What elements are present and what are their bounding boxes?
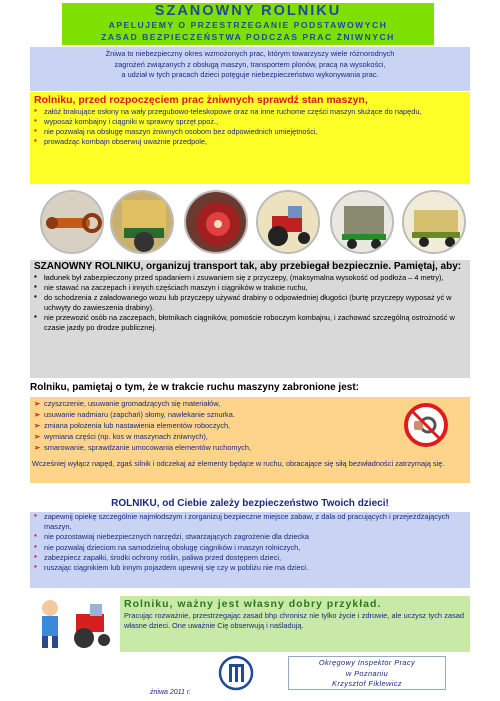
children-safety-panel [30,512,470,588]
hand-gear-icon [408,407,444,443]
transport-list [30,273,470,333]
transport-heading: SZANOWNY ROLNIKU, organizuj transport tak, aby przebiegał bezpiecznie. Pamiętaj, aby: [34,261,462,272]
hay-trailer-photo [402,190,466,254]
loaded-trailer-photo [330,190,394,254]
star-bullet: * [34,273,37,282]
list-item: ➢ usuwanie nadmiaru (zapchań) słomy, nawlekanie sznurka. [34,410,235,419]
tractor-photo [256,190,320,254]
machines-check-panel [30,92,470,184]
list-item: ➢ wymiana części (np. kos w maszynach żniwnych), [34,432,208,441]
arrow-bullet-icon: ➢ [34,421,41,430]
list-item: * nie pozwalaj dzieciom na samodzielną obsługę ciągników i maszyn rolniczych, [34,542,301,552]
good-example-heading: Rolniku, ważny jest własny dobry przykład. [124,598,382,610]
hay-trailer-icon [404,192,466,254]
pip-logo-icon [218,655,254,691]
star-bullet: * [34,116,37,126]
children-safety-heading: ROLNIKU, od Ciebie zależy bezpieczeństwo Twoich dzieci! [111,498,389,509]
machines-check-heading: Rolniku, przed rozpoczęciem prac żniwnych sprawdź stan maszyn, [34,94,368,106]
signoff-line: Krzysztof Fiklewicz [331,679,403,688]
star-bullet: * [34,512,37,521]
date-label: żniwa 2011 r. [150,689,191,696]
rotating-part-icon [186,192,248,254]
title-subline-2: ZASAD BEZPIECZEŃSTWA PODCZAS PRAC ŻNIWNYCH [101,32,395,42]
child-tractor-icon [32,594,114,656]
illustration-row [40,190,470,254]
list-item: ➢ smarowanie, sprawdzanie umocowania elementów ruchomych, [34,443,252,452]
arrow-bullet-icon: ➢ [34,399,41,408]
star-bullet: * [34,542,37,552]
list-item: * nie przewozić osób na zaczepach, błotnikach ciągników, pomoście roboczym kombajnu, i zachować szczególną ostrożność w czasie jazdy po drodze publicznej. [34,313,455,332]
tractor-icon [258,192,320,254]
list-item: * ładunek był zabezpieczony przed spadaniem i zsuwaniem się z przyczepy, (maksymalna wysokość od podłoża – 4 metry), [34,273,444,282]
forbidden-list [30,398,360,453]
star-bullet: * [34,136,37,146]
rotating-part-photo [184,190,248,254]
loaded-trailer-icon [332,192,394,254]
signoff-line: Okręgowy Inspektor Pracy [318,658,416,667]
intro-line: zagrożeń związanych z obsługą maszyn, transportem plonów, pracą na wysokości, [114,59,386,69]
star-bullet: * [34,126,37,136]
arrow-bullet-icon: ➢ [34,432,41,441]
star-bullet: * [34,106,37,116]
children-safety-list [30,512,470,573]
title-subline-1: APELUJEMY O PRZESTRZEGANIE PODSTAWOWYCH [108,20,388,30]
list-item: * wyposaż kombajny i ciągniki w sprawny sprzęt ppoż., [34,116,219,126]
arrow-bullet-icon: ➢ [34,443,41,452]
star-bullet: * [34,283,37,292]
pip-logo [218,655,254,691]
star-bullet: * [34,552,37,562]
transport-panel [30,260,470,378]
list-item: * zapewnij opiekę szczególnie najmłodszym i zorganizuj bezpieczne miejsce zabaw, z dala od pracujących i przejeżdżających maszyn, [34,512,450,532]
list-item: * nie stawać na zaczepach i innych częściach maszyn i ciągników w trakcie ruchu, [34,283,308,292]
list-item: * zabezpiecz zapałki, środki ochrony roślin, paliwa przed dostępem dzieci, [34,552,282,562]
harvester-wheel-photo [110,190,174,254]
signoff-line: w Poznaniu [345,668,389,678]
star-bullet: * [34,313,37,322]
inspector-signoff [288,656,446,690]
good-example-text: Pracując rozważnie, przestrzegając zasad bhp chronisz nie tylko życie i zdrowie, ale uczysz tych zasad własne dzieci. One uważnie Cię obserwują i naśladują. [124,611,464,631]
intro-line: Żniwa to niebezpieczny okres wzmożonych prac, którym towarzyszy wiele różnorodnych [105,49,395,58]
good-example-panel [120,596,470,652]
machines-check-list [30,107,470,147]
page-title: SZANOWNY ROLNIKU [154,3,342,19]
list-item: ➢ czyszczenie, usuwanie gromadzących się materiałów, [34,399,221,408]
arrow-bullet-icon: ➢ [34,410,41,419]
star-bullet: * [34,563,37,573]
list-item: * do schodzenia z załadowanego wozu lub przyczepy używać drabiny o odpowiedniej długości (burtę przyczepy wyposaż yć w uchwyty do zawieszenia drabiny). [34,293,452,312]
list-item: * nie pozostawiaj niebezpiecznych narzędzi, stwarzających zagrożenie dla dziecka [34,532,309,542]
list-item: ➢ zmiana położenia lub nastawienia elementów roboczych, [34,421,231,430]
prohibition-sign-icon [404,403,448,447]
star-bullet: * [34,293,37,302]
intro-line: a udział w tych pracach dzieci potęguje niebezpieczeństwo wykonywania prac. [121,70,379,79]
harvester-wheel-icon [112,192,174,254]
engine-off-note: Wcześniej wyłącz napęd, zgaś silnik i odczekaj aż elementy będące w ruchu, obracające się siłą bezwładności zatrzymają się. [32,459,445,468]
pto-shaft-icon [42,192,104,254]
list-item: * prowadząc kombajn obserwuj uważnie przedpole, [34,136,208,146]
forbidden-heading: Rolniku, pamiętaj o tym, że w trakcie ruchu maszyny zabronione jest: [30,382,359,393]
pto-shaft-photo [40,190,104,254]
intro-panel [30,47,470,91]
list-item: * załóż brakujące osłony na wały przegubowo-teleskopowe oraz na inne ruchome części maszyn służące do napędu, [34,106,422,116]
list-item: * nie pozwalaj na obsługę maszyn żniwnych osobom bez odpowiednich umiejętności, [34,126,318,136]
title-banner [62,3,434,45]
child-tractor-illustration [32,594,114,656]
list-item: * ruszając ciągnikiem lub innym pojazdem upewnij się czy w pobliżu nie ma dzieci. [34,563,309,573]
star-bullet: * [34,532,37,542]
